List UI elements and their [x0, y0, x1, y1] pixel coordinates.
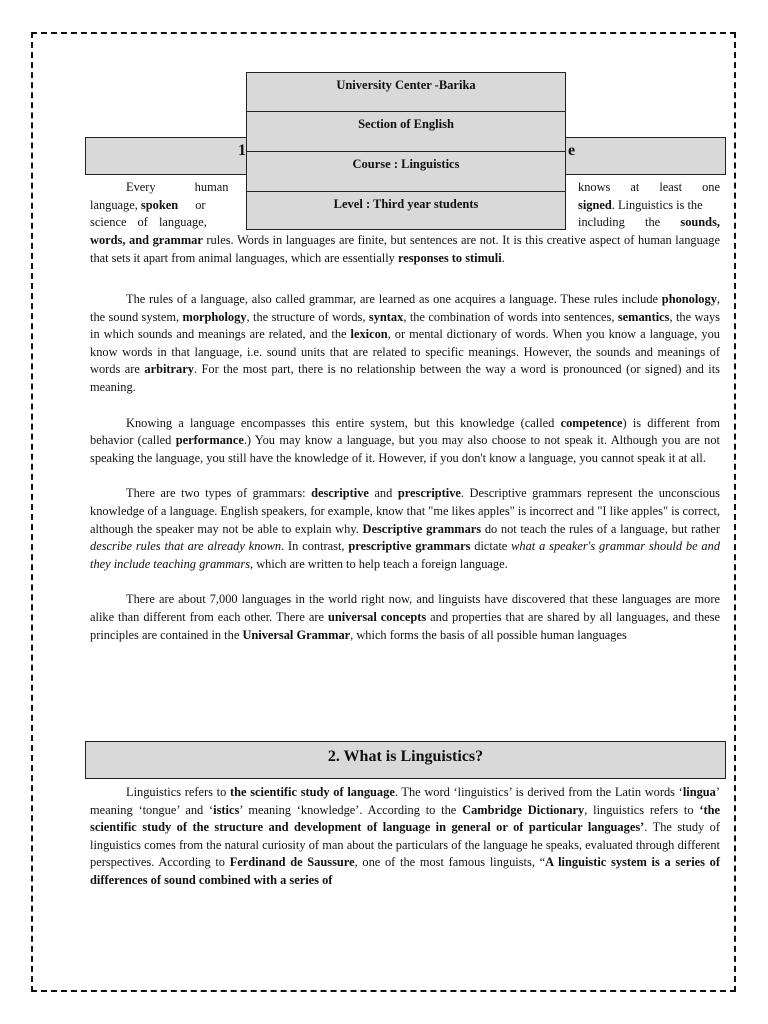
term-prescriptive-grammars: prescriptive grammars	[348, 539, 471, 554]
paragraph-5: There are about 7,000 languages in the world right now, and linguists have discovered that these languages are more alike than different from each other. There are universal concepts and properties that are shared by all languages, and these principles are contained in the Universal Grammar, which forms the basis of all possible human languages	[90, 592, 721, 642]
term-performance: performance	[175, 433, 244, 448]
term-competence: competence	[560, 415, 623, 430]
section-heading-2: 2. What is Linguistics?	[85, 741, 726, 779]
term-lingua: lingua	[682, 785, 716, 799]
term-descriptive: descriptive	[311, 486, 369, 501]
term-descriptive-grammars: Descriptive grammars	[362, 521, 482, 536]
term-lexicon: lexicon	[350, 327, 388, 342]
p1-line1-left: Every human	[126, 180, 229, 194]
term-semantics: semantics	[617, 309, 670, 324]
paragraph-1-right	[578, 179, 720, 232]
term-universal-grammar: Universal Grammar	[242, 627, 351, 642]
quote-saussure: A linguistic system is a series of differences of sound combined with a series of	[90, 855, 720, 887]
quote-cambridge-definition: ‘the scientific study of the structure and development of language in general or of particular languages’	[90, 802, 721, 835]
term-cambridge-dictionary: Cambridge Dictionary	[462, 802, 585, 817]
term-phonology: phonology	[661, 292, 717, 306]
p1-signed: signed	[578, 197, 612, 212]
paragraph-4: There are two types of grammars: descriptive and prescriptive. Descriptive grammars represent the unconscious knowledge of a language. English speakers, for example, know that "me likes apples" is incorrect and "I like apples" is correct, although the speaker may not be able to explain why. Descriptive grammars do not teach the rules of a language, but rather describe rules that are already known. In contrast, prescriptive grammars dictate what a speaker's grammar should be and they include teaching grammars, which are written to help teach a foreign language.	[90, 486, 721, 571]
term-istics: istics	[213, 802, 240, 817]
paragraph-6: Linguistics refers to the scientific study of language. The word ‘linguistics’ is derived from the Latin words ‘lingua’ meaning ‘tongue’ and ‘istics’ meaning ‘knowledge’. According to the Cambridge Dictionary, linguistics refers to ‘the scientific study of the structure and development of language in general or of particular languages’. The study of linguistics comes from the natural curiosity of man about the particulars of the language he speaks, evaluated through different perspectives. According to Ferdinand de Saussure, one of the most famous linguists, “A linguistic system is a series of differences of sound combined with a series of	[90, 785, 721, 887]
body-text-1	[90, 291, 720, 644]
term-universal-concepts: universal concepts	[327, 609, 427, 624]
p1-line1-right: knows at least one	[578, 180, 720, 194]
p1-line3-right: including the sounds,	[578, 215, 720, 230]
heading-1-tail: e	[568, 142, 576, 159]
paragraph-2: The rules of a language, also called grammar, are learned as one acquires a language. These rules include phonology, the sound system, morphology, the structure of words, syntax, the combination of words into sentences, semantics, the ways in which sounds and meanings are related, and the lexicon, or mental dictionary of words. When you know a language, you know words in that language, i.e. sound units that are related to specific meanings. However, the sounds and meanings of words are arbitrary. For the most part, there is no relationship between the way a word is pronounced (or signed) and its meaning.	[90, 292, 720, 394]
paragraph-1-left	[90, 179, 230, 232]
p1-or: or	[195, 197, 206, 212]
italic-speaker-grammar: what a speaker's grammar should be and they include teaching grammars	[90, 539, 721, 571]
term-scientific-study: the scientific study of language	[230, 785, 395, 799]
paragraph-3: Knowing a language encompasses this entire system, but this knowledge (called competence) is different from behavior (called performance.) You may know a language, but you may also choose to not speak it. Although you are not speaking the language, you still have the knowledge of it. However, if you don't know a language, you cannot speak it at all.	[90, 415, 720, 465]
heading-1-number: 1	[238, 142, 246, 159]
p1-end: .	[501, 250, 505, 265]
p1-line2-right	[578, 197, 720, 215]
term-saussure: Ferdinand de Saussure	[229, 855, 355, 870]
term-arbitrary: arbitrary	[144, 362, 194, 377]
course-label: Course : Linguistics	[246, 152, 566, 192]
term-syntax: syntax	[368, 309, 404, 324]
p1-linguistics-is: . Linguistics is the	[611, 197, 703, 212]
p1-responses: responses to stimuli	[397, 250, 502, 265]
body-text-2	[90, 784, 720, 890]
p1-line3-left: science of language,	[90, 215, 207, 230]
term-morphology: morphology	[182, 309, 247, 324]
institution-label: University Center -Barika	[246, 72, 566, 112]
term-prescriptive: prescriptive	[397, 486, 461, 501]
course-header	[246, 72, 566, 230]
p1-line2-left: language, spoken or	[90, 197, 206, 212]
level-label: Level : Third year students	[246, 192, 566, 230]
p1-spoken: spoken	[140, 197, 179, 212]
section-label: Section of English	[246, 112, 566, 152]
paragraph-1-rest: words, and grammar rules. Words in languages are finite, but sentences are not. It is this creative aspect of human language that sets it apart from animal languages, which are essentially responses to stimuli.	[90, 233, 721, 265]
italic-describe-rules: describe rules that are already known	[90, 539, 282, 554]
